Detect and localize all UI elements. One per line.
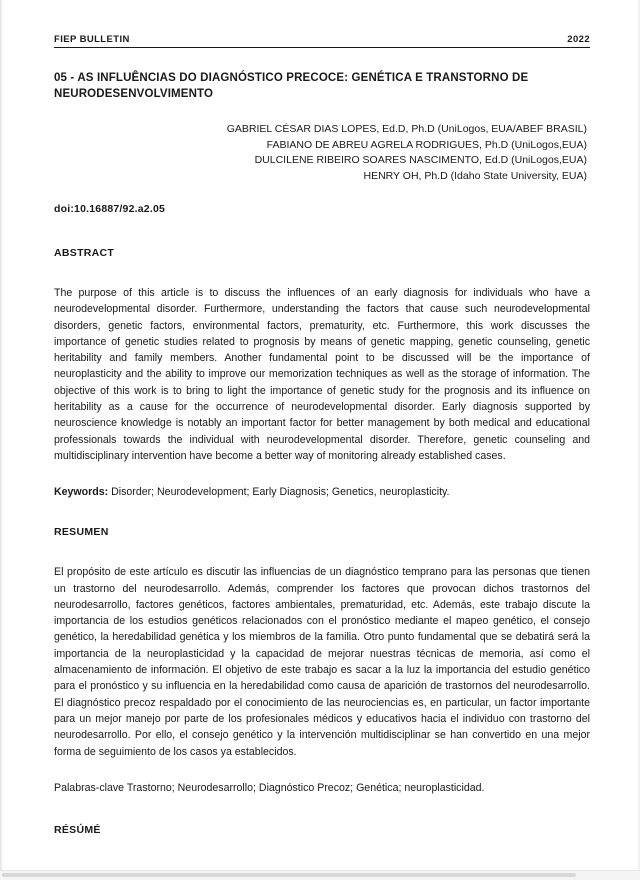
doi-text: doi:10.16887/92.a2.05	[54, 203, 166, 215]
resumen-keywords-label: Palabras-clave	[54, 781, 125, 794]
running-head-journal: FIEP BULLETIN	[54, 34, 130, 45]
author-list	[54, 122, 590, 184]
author-line: GABRIEL CÉSAR DIAS LOPES, Ed.D, Ph.D (UniLogos, EUA/ABEF BRASIL)	[226, 123, 587, 135]
page-title: 05 - AS INFLUÊNCIAS DO DIAGNÓSTICO PRECOCE: GENÉTICA E TRANSTORNO DE NEURODESENVOLVIMENTO	[54, 72, 529, 100]
abstract-keywords	[54, 484, 590, 500]
resumen-heading: RESUMEN	[54, 526, 109, 539]
abstract-keywords-label: Keywords:	[54, 486, 109, 499]
author-line: FABIANO DE ABREU AGRELA RODRIGUES, Ph.D (UniLogos,EUA)	[266, 138, 587, 151]
abstract-heading: ABSTRACT	[54, 247, 115, 259]
running-head-year: 2022	[567, 34, 590, 45]
abstract-body: The purpose of this article is to discuss the influences of an early diagnosis for individuals who have a neurodevelopmental disorder. Furthermore, understanding the factors that cause such neurodevelopmental disorders, genetic factors, environmental factors, prematurity, etc. Furthermore, this work discusses the importance of genetic studies related to prognosis by means of genetic mapping, genetic counseling, genetic heritability and family members. Another fundamental point to be discussed will be the importance of neuroplasticity and the ability to improve our memorization techniques as well as the storage of information. The objective of this work is to bring to light the importance of genetic study for the prognosis and its influence on heritability as a cause for the occurrence of neurodevelopmental disorder. Early diagnosis supported by neuroscience knowledge is notably an important factor for better management by both medical and educational professionals towards the individual with neurodevelopmental disorder. Therefore, genetic counseling and multidisciplinary intervention have become a better way of monitoring already established cases.	[54, 287, 590, 462]
author-line: DULCILENE RIBEIRO SOARES NASCIMENTO, Ed.D (UniLogos,EUA)	[254, 154, 587, 166]
resume-heading: RÉSÚMÉ	[54, 823, 101, 836]
page-content	[54, 0, 590, 836]
page-left-edge-shadow	[0, 0, 3, 880]
abstract-keywords-value: Disorder; Neurodevelopment; Early Diagnosis; Genetics, neuroplasticity.	[108, 486, 450, 499]
horizontal-scrollbar[interactable]	[0, 870, 640, 880]
running-head	[54, 0, 590, 48]
resumen-keywords-value: Trastorno; Neurodesarrollo; Diagnóstico Precoz; Genética; neuroplasticidad.	[124, 781, 485, 794]
resumen-body: El propósito de este artículo es discutir las influencias de un diagnóstico temprano para las personas que tienen un trastorno del neurodesarrollo. Además, comprender los factores que provocan dichos trastornos del neurodesarrollo, factores genéticos, factores ambientales, prematuridad, etc. Además, este trabajo discute la importancia de los estudios genéticos relacionados con el pronóstico mediante el mapeo genético, el consejo genético, la heredabilidad genética y los miembros de la familia. Otro punto fundamental que se debatirá será la importancia de la neuroplasticidad y la capacidad de mejorar nuestras técnicas de memoria, así como el almacenamiento de información. El objetivo de este trabajo es sacar a la luz la importancia del estudio genético para el pronóstico y su influencia en la heredabilidad como causa de aparición de trastornos del neurodesarrollo. El diagnóstico precoz respaldado por el conocimiento de las neurociencias es, en particular, un factor importante para un mejor manejo por parte de los profesionales médicos y educativos hacia el individuo con trastorno del neurodesarrollo. Por ello, el consejo genético y la intervención multidisciplinar se han convertido en una mejor forma de seguimiento de los casos ya establecidos.	[54, 566, 590, 758]
scrollbar-thumb[interactable]	[2, 873, 576, 877]
resumen-keywords	[54, 780, 590, 796]
author-line: HENRY OH, Ph.D (Idaho State University, EUA)	[363, 169, 587, 182]
